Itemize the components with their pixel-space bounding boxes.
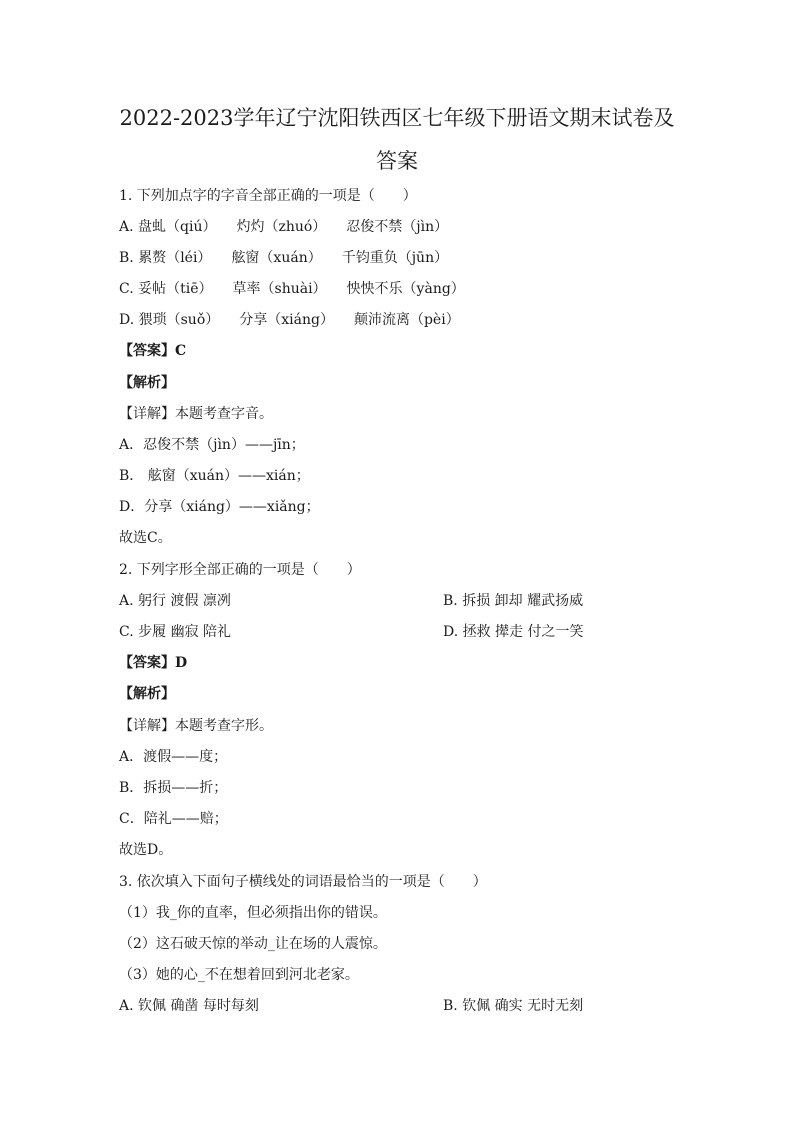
q1-option-a-part1: A. 盘虬（qiú） bbox=[119, 219, 217, 235]
q1-option-b-part1: B. 累赘（léi） bbox=[119, 250, 212, 266]
q1-note-a: A．忍俊不禁（jìn）——jīn； bbox=[119, 437, 305, 453]
q1-option-d bbox=[119, 310, 460, 330]
q2-detail: 【详解】本题考查字形。 bbox=[119, 718, 273, 734]
q3-option-a: A. 钦佩 确凿 每时每刻 bbox=[119, 998, 259, 1014]
q2-analysis-label: 【解析】 bbox=[119, 686, 175, 702]
q2-option-a: A. 躬行 渡假 凛冽 bbox=[119, 593, 231, 609]
q1-option-c bbox=[119, 279, 465, 299]
document-title-line1: 2022-2023学年辽宁沈阳铁西区七年级下册语文期末试卷及 bbox=[119, 106, 675, 130]
q3-sentence-3: （3）她的心_不在想着回到河北老家。 bbox=[119, 967, 359, 983]
q1-option-b-part2: 舷窗（xuán） bbox=[231, 250, 322, 266]
q2-note-c: C．陪礼——赔； bbox=[119, 811, 228, 827]
q1-option-b bbox=[119, 248, 448, 268]
q1-option-c-part1: C. 妥帖（tiē） bbox=[119, 281, 213, 297]
q1-option-c-part3: 怏怏不乐（yàng） bbox=[346, 281, 465, 297]
q1-stem: 1. 下列加点字的字音全部正确的一项是（ ） bbox=[119, 188, 417, 204]
q1-conclusion: 故选C。 bbox=[119, 530, 172, 546]
q3-stem: 3. 依次填入下面句子横线处的词语最恰当的一项是（ ） bbox=[119, 874, 487, 890]
q1-option-a bbox=[119, 217, 448, 237]
q2-note-b: B．拆损——折； bbox=[119, 780, 228, 796]
q1-analysis-label: 【解析】 bbox=[119, 375, 175, 391]
q3-option-b: B. 钦佩 确实 无时无刻 bbox=[443, 998, 584, 1014]
q1-option-b-part3: 千钧重负（jūn） bbox=[341, 250, 449, 266]
q2-option-d: D. 拯救 撵走 付之一笑 bbox=[443, 624, 584, 640]
q1-option-d-part1: D. 猥琐（suǒ） bbox=[119, 312, 220, 328]
q3-sentence-1: （1）我_你的直率，但必须指出你的错误。 bbox=[119, 905, 387, 921]
q1-note-b: B． 舷窗（xuán）——xián； bbox=[119, 468, 310, 484]
q1-option-d-part2: 分享（xiáng） bbox=[239, 312, 334, 328]
q2-conclusion: 故选D。 bbox=[119, 842, 173, 858]
q1-note-d: D．分享（xiáng）——xiǎng； bbox=[119, 499, 320, 515]
q1-option-a-part3: 忍俊不禁（jìn） bbox=[346, 219, 449, 235]
q1-option-a-part2: 灼灼（zhuó） bbox=[236, 219, 327, 235]
document-title-line2: 答案 bbox=[376, 149, 418, 173]
q1-answer: 【答案】C bbox=[119, 343, 187, 359]
q2-answer: 【答案】D bbox=[119, 655, 188, 671]
q2-option-c: C. 步履 幽寂 陪礼 bbox=[119, 624, 232, 640]
q1-option-d-part3: 颠沛流离（pèi） bbox=[353, 312, 460, 328]
q2-stem: 2. 下列字形全部正确的一项是（ ） bbox=[119, 562, 361, 578]
q2-note-a: A．渡假——度； bbox=[119, 749, 228, 765]
q1-detail: 【详解】本题考查字音。 bbox=[119, 406, 273, 422]
q3-sentence-2: （2）这石破天惊的举动_让在场的人震惊。 bbox=[119, 936, 387, 952]
q2-option-b: B. 拆损 卸却 耀武扬威 bbox=[443, 593, 584, 609]
q1-option-c-part2: 草率（shuài） bbox=[232, 281, 327, 297]
